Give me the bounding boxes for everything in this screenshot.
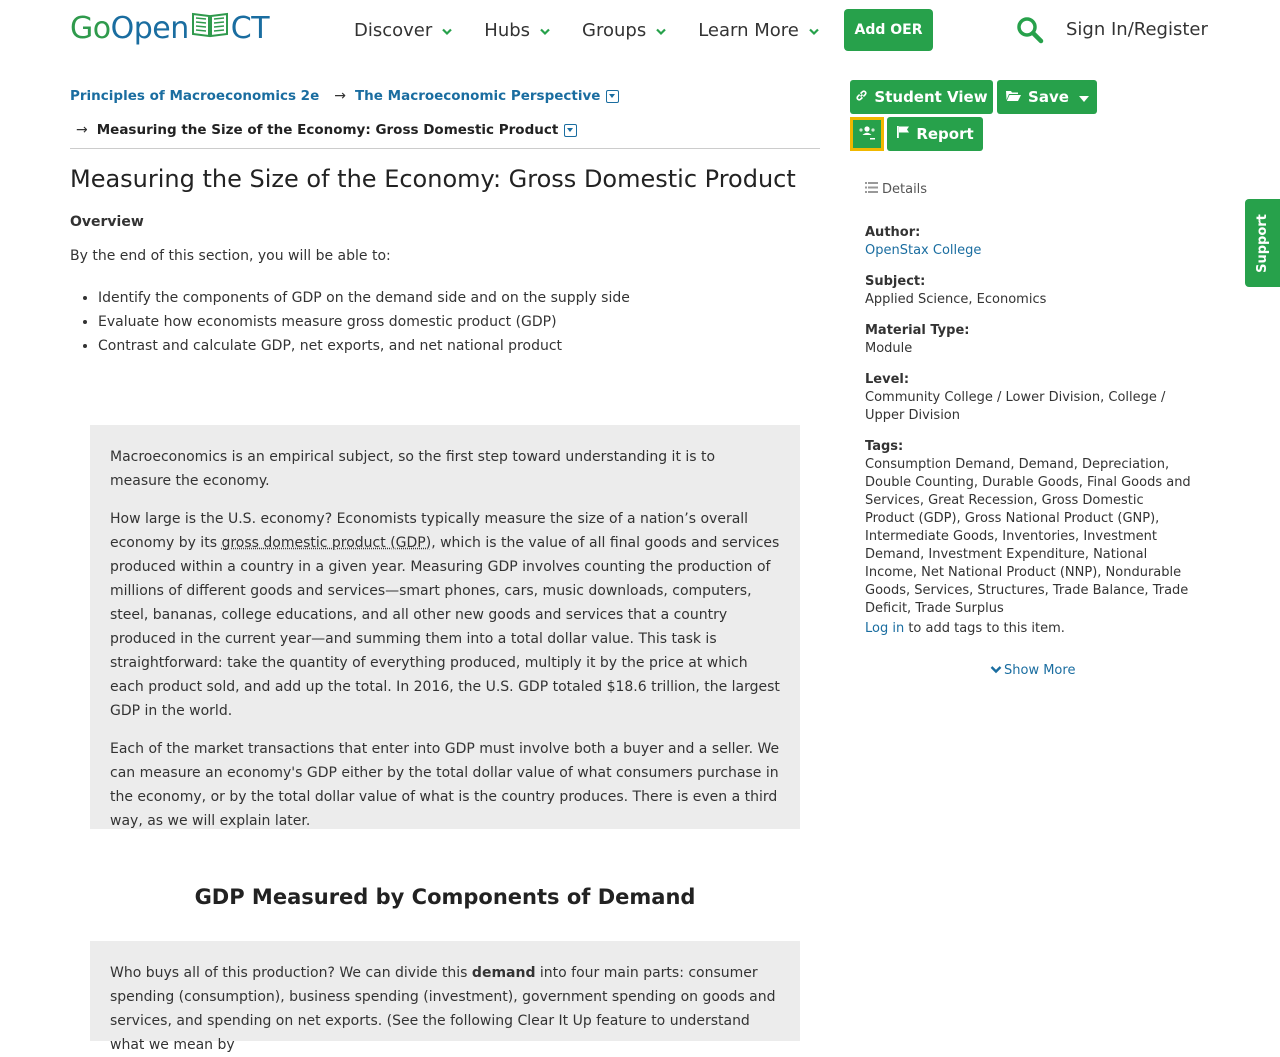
objective-item: • Identify the components of GDP on the demand side and on the supply side: [98, 286, 630, 310]
breadcrumb-arrow: →: [76, 122, 88, 138]
material-type-field: [865, 322, 1195, 358]
google-classroom-icon: [856, 123, 878, 145]
nav-learn-more-label: Learn More: [698, 19, 799, 41]
login-link[interactable]: Log in: [865, 621, 905, 636]
author-link[interactable]: OpenStax College: [865, 243, 982, 258]
nav-hubs-label: Hubs: [484, 19, 531, 41]
intro-content-box: [90, 425, 800, 829]
student-view-label: Student View: [874, 88, 988, 106]
chevron-down-icon: [656, 20, 666, 41]
nav-groups-label: Groups: [582, 19, 647, 41]
intro-text: By the end of this section, you will be able to:: [70, 248, 391, 264]
tags-label: Tags:: [865, 439, 904, 454]
material-type-label: Material Type:: [865, 323, 970, 338]
overview-heading: Overview: [70, 214, 144, 230]
chevron-down-icon: [990, 663, 1002, 678]
goopenct-logo[interactable]: [70, 10, 269, 46]
search-icon[interactable]: [1016, 16, 1044, 44]
save-label: Save: [1028, 88, 1069, 106]
subject-field: [865, 273, 1195, 309]
nav-learn-more[interactable]: [698, 18, 819, 42]
caret-down-icon[interactable]: [564, 124, 577, 137]
link-icon: [855, 88, 868, 106]
flag-icon: [896, 125, 910, 143]
glossary-term-gdp[interactable]: gross domestic product (GDP): [221, 535, 432, 551]
breadcrumb-current: Measuring the Size of the Economy: Gross Domestic Product: [96, 122, 559, 138]
nav-hubs[interactable]: [484, 18, 550, 42]
paragraph: Macroeconomics is an empirical subject, so the first step toward understanding it is to measure the economy.: [110, 449, 716, 489]
caret-down-icon: [1079, 88, 1089, 106]
paragraph-text: Who buys all of this production? We can divide this: [110, 965, 472, 981]
breadcrumb-divider: [70, 148, 820, 149]
section-heading: GDP Measured by Components of Demand: [194, 885, 696, 909]
level-label: Level:: [865, 372, 910, 387]
details-label: Details: [882, 182, 928, 197]
breadcrumb-book-link[interactable]: Principles of Macroeconomics 2e: [70, 88, 320, 104]
paragraph-text: , which is the value of all final goods and services produced within a country in a given year. Measuring GDP involves counting the production of millions of different goods and services—smart phones, cars, music downloads, computers, steel, bananas, college educations, and all other new goods and services that a country produced in the current year—and summing them into a total dollar value. This task is straightforward: take the quantity of everything produced, multiply it by the price at which each product sold, and add up the total. In 2016, the U.S. GDP totaled $18.6 trillion, the largest GDP in the world.: [110, 535, 780, 719]
support-label: Support: [1255, 213, 1271, 273]
breadcrumb-arrow: →: [334, 88, 346, 104]
breadcrumb-chapter-link[interactable]: The Macroeconomic Perspective: [354, 88, 601, 104]
chevron-down-icon: [442, 20, 452, 41]
nav-discover[interactable]: [354, 18, 452, 42]
logo-open-text: Open: [110, 10, 189, 46]
chevron-down-icon: [809, 20, 819, 41]
objective-item: • Contrast and calculate GDP, net exports, and net national product: [98, 334, 630, 358]
show-more-label: Show More: [1004, 663, 1076, 678]
nav-groups[interactable]: [582, 18, 666, 42]
report-button[interactable]: [887, 117, 983, 151]
report-label: Report: [916, 125, 974, 143]
folder-open-icon: [1005, 88, 1022, 106]
level-field: [865, 371, 1195, 425]
objective-item: • Evaluate how economists measure gross domestic product (GDP): [98, 310, 630, 334]
nav-discover-label: Discover: [354, 19, 433, 41]
paragraph-text: How large is the U.S. economy? Economists typically measure the size of a nation’s overall economy by its: [110, 511, 749, 551]
paragraph: [110, 507, 780, 723]
paragraph: Each of the market transactions that enter into GDP must involve both a buyer and a seller. We can measure an economy's GDP either by the total dollar value of what consumers purchase in the economy, or by the total dollar value of what is the country produces. There is even a third way, as we will explain later.: [110, 741, 780, 829]
author-field: [865, 224, 1195, 260]
objectives-list: [98, 286, 630, 358]
site-header: [0, 0, 1280, 60]
tags-value: Consumption Demand, Demand, Depreciation, Double Counting, Durable Goods, Final Goods and Services, Great Recession, Gross Domestic Product (GDP), Gross National Product (GNP), Intermediate Goods, Inventories, Investment Demand, Investment Expenditure, National Income, Net National Product (NNP), Nondurable Goods, Services, Structures, Trade Balance, Trade Deficit, Trade Surplus: [865, 457, 1191, 616]
logo-go-text: Go: [70, 10, 111, 46]
breadcrumb-row-1: [70, 86, 820, 106]
caret-down-icon[interactable]: [606, 90, 619, 103]
tags-field: [865, 438, 1195, 618]
resource-details: [865, 224, 1195, 631]
save-button[interactable]: [997, 80, 1097, 114]
login-rest-text: to add tags to this item.: [904, 621, 1065, 636]
tab-details[interactable]: [865, 182, 927, 197]
login-to-tag: [865, 621, 1065, 636]
breadcrumb-row-2: [70, 120, 820, 140]
paragraph-text: into four main parts: consumer spending (consumption), business spending (investment), government spending on goods and services, and spending on net exports. (See the following Clear It Up feature to understand what we mean by: [110, 965, 776, 1053]
sign-in-register-link[interactable]: Sign In/Register: [1066, 19, 1208, 40]
subject-value: Applied Science, Economics: [865, 292, 1047, 307]
page-title: Measuring the Size of the Economy: Gross Domestic Product: [70, 165, 796, 193]
chevron-down-icon: [540, 20, 550, 41]
main-nav: [354, 18, 851, 42]
bold-term-demand: demand: [471, 965, 536, 981]
subject-label: Subject:: [865, 274, 926, 289]
author-label: Author:: [865, 225, 921, 240]
list-icon: [865, 182, 878, 197]
student-view-button[interactable]: [850, 80, 993, 114]
breadcrumb: [70, 86, 820, 140]
logo-ct-text: CT: [230, 10, 270, 46]
support-tab[interactable]: [1245, 199, 1280, 287]
book-icon: [191, 10, 229, 46]
level-value: Community College / Lower Division, College / Upper Division: [865, 390, 1166, 423]
add-oer-button[interactable]: Add OER: [844, 9, 933, 51]
material-type-value: Module: [865, 341, 913, 356]
demand-content-box: [90, 941, 800, 1053]
show-more-link[interactable]: [990, 663, 1075, 678]
paragraph: [110, 961, 780, 1057]
share-to-classroom-button[interactable]: [850, 117, 884, 151]
